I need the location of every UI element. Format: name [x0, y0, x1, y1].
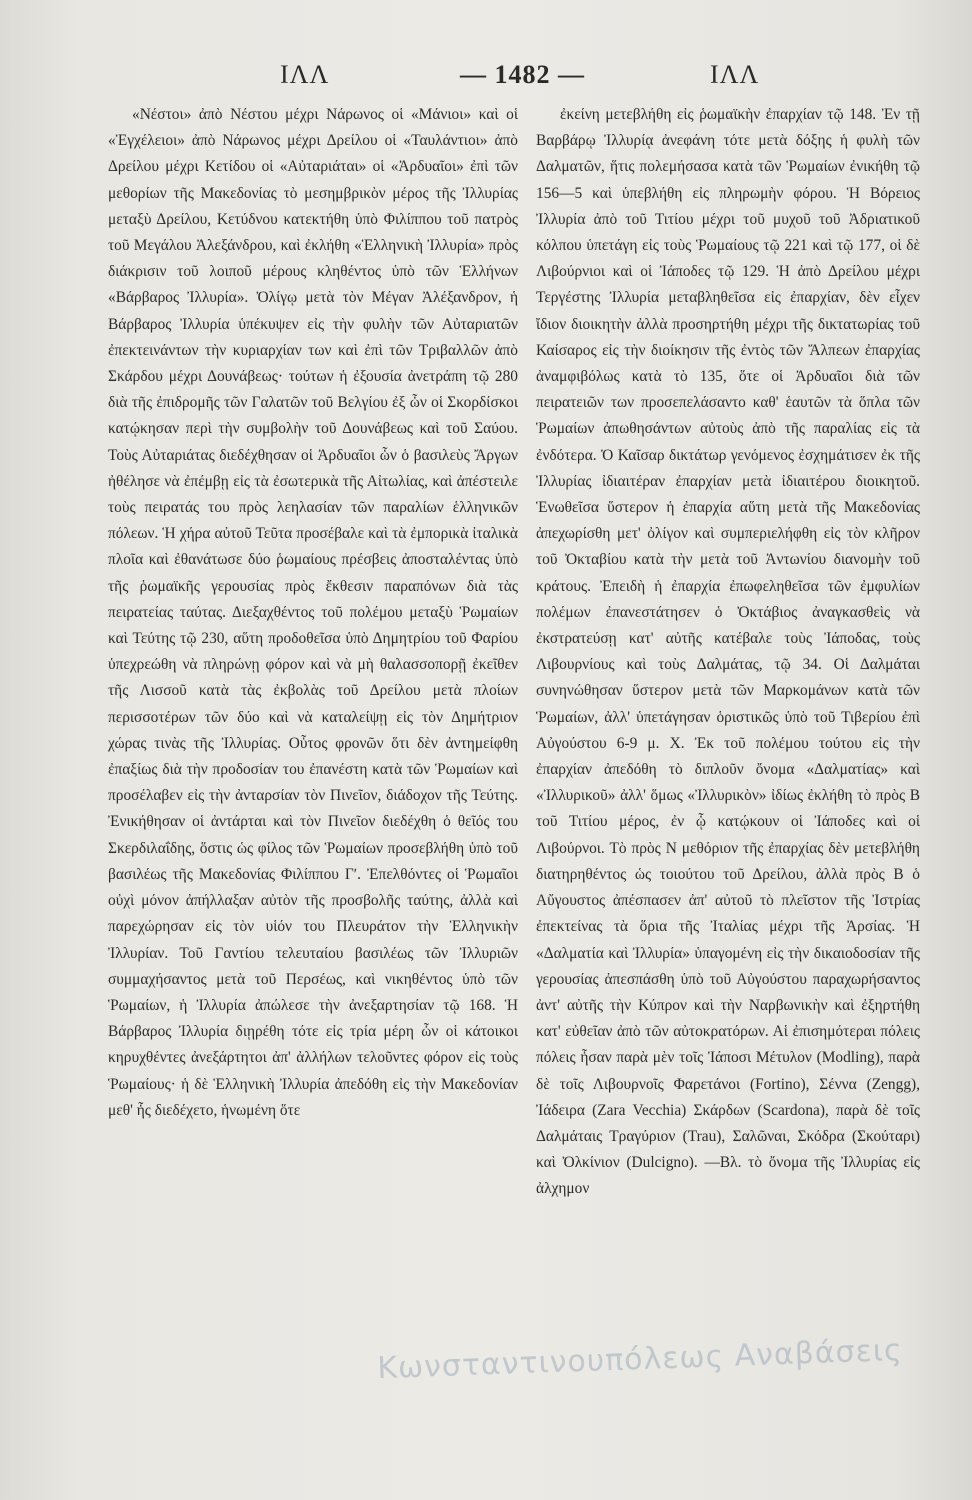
text-column-left [108, 102, 518, 1124]
running-head-left: ΙΛΛ [280, 60, 330, 89]
library-watermark: Κωνσταντινουπόλεως Αναβάσεις [376, 1332, 904, 1387]
right-column-text: ἐκείνη μετεβλήθη εἰς ῥωμαϊκὴν ἐπαρχίαν τῷ 148. Ἐν τῇ Βαρβάρῳ Ἰλλυρίᾳ ἀνεφάνη τότε μετὰ δόξης ἡ φυλὴ τῶν Δαλματῶν, ἥτις πολεμήσασα κατὰ τῶν Ῥωμαίων ἐνικήθη τῷ 156—5 καὶ ὑπεβλήθη εἰς πληρωμὴν φόρου. Ἡ Βόρειος Ἰλλυρία ἀπὸ τοῦ Τιτίου μέχρι τοῦ μυχοῦ τοῦ Ἀδριατικοῦ κόλπου ὑπετάγη εἰς τοὺς Ῥωμαίους τῷ 221 καὶ τῷ 177, οἱ δὲ Λιβούρνιοι καὶ οἱ Ἰάποδες τῷ 129. Ἡ ἀπὸ Δρείλου μέχρι Τεργέστης Ἰλλυρία μεταβληθεῖσα εἰς ἐπαρχίαν, δὲν εἶχεν ἴδιον διοικητὴν ἀλλὰ προσηρτήθη μέχρι τῆς δικτατωρίας τοῦ Καίσαρος εἰς τὴν διοίκησιν τῆς ἐντὸς τῶν Ἄλπεων ἐπαρχίας ἀναμφιβόλως κατὰ τὸ 135, ὅτε οἱ Ἀρδυαῖοι διὰ τῶν πειρατειῶν των προσεπελάσαντο καθ' ἑαυτῶν τὰ ὅπλα τῶν Ῥωμαίων ἀπωθησάντων αὐτοὺς ἀπὸ τῆς παραλίας εἰς τὰ ἐνδότερα. Ὁ Καῖσαρ δικτάτωρ γενόμενος ἐσχημάτισεν ἐκ τῆς Ἰλλυρίας ἰδιαιτέραν ἐπαρχίαν μετὰ ἰδιαιτέρου διοικητοῦ. Ἑνωθεῖσα ὕστερον ἡ ἐπαρχία αὕτη μετὰ τῆς Μακεδονίας ἀπεχωρίσθη μετ' ὀλίγον καὶ συμπεριελήφθη εἰς τὸν κλῆρον τοῦ Ὀκταβίου κατὰ τὴν μετὰ τοῦ Ἀντωνίου διανομὴν τοῦ κράτους. Ἐπειδὴ ἡ ἐπαρχία ἐπωφεληθεῖσα τῶν ἐμφυλίων πολέμων ἐπανεστάτησεν ὁ Ὀκτάβιος ἀναγκασθεὶς νὰ ἐκστρατεύσῃ κατ' αὐτῆς κατέβαλε τοὺς Ἰάποδας, τοὺς Λιβουρνίους καὶ τοὺς Δαλμάτας, τῷ 34. Οἱ Δαλμάται συνηνώθησαν ὕστερον μετὰ τῶν Μαρκομάνων κατὰ τῶν Ῥωμαίων, ἀλλ' ὑπετάγησαν ὁριστικῶς ὑπὸ τοῦ Τιβερίου ἐπὶ Αὐγούστου 6-9 μ. Χ. Ἐκ τοῦ πολέμου τούτου εἰς τὴν ἐπαρχίαν ἀπεδόθη τὸ διπλοῦν ὄνομα «Δαλματίας» καὶ «Ἰλλυρικοῦ» ἀλλ' ὅμως «Ἰλλυρικὸν» ἰδίως ἐκλήθη τὸ πρὸς Β τοῦ Τιτίου μέρος, ἐν ᾧ κατῴκουν οἱ Ἰάποδες καὶ οἱ Λιβούρνοι. Τὸ πρὸς Ν μεθόριον τῆς ἐπαρχίας δὲν μετεβλήθη διατηρηθέντος ὡς τοιούτου τοῦ Δρείλου, ἀλλὰ πρὸς Β ὁ Αὔγουστος ἀπέσπασεν ἀπ' αὐτοῦ τὸ πλεῖστον τῆς Ἰστρίας ἐπεκτείνας τὰ ὅρια τῆς Ἰταλίας μέχρι τῆς Ἀρσίας. Ἡ «Δαλματία καὶ Ἰλλυρία» ὑπαγομένη εἰς τὴν δικαιοδοσίαν τῆς γερουσίας ἀπεσπάσθη ὑπὸ τοῦ Αὐγούστου παραχωρήσαντος ἀντ' αὐτῆς τὴν Κύπρον καὶ τὴν Ναρβωνικὴν καὶ ἐξηρτήθη κατ' εὐθεῖαν ἀπὸ τῶν αὐτοκρατόρων. Αἱ ἐπισημότεραι πόλεις πόλεις ἦσαν παρὰ μὲν τοῖς Ἰάποσι Μέτυλον (Modling), παρὰ δὲ τοῖς Λιβουρνοῖς Φαρετάνοι (Fortino), Σέννα (Zengg), Ἰάδειρα (Zara Vecchia) Σκάρδων (Scardona), παρὰ δὲ τοῖς Δαλμάταις Τραγύριον (Trau), Σαλῶναι, Σκόδρα (Σκούταρι) καὶ Ὀλκίνιον (Dulcigno). —Βλ. τὸ ὄνομα τῆς Ἰλλυρίας εἰς ἀλχημον [536, 106, 920, 1198]
text-column-right [536, 102, 920, 1203]
page-number: — 1482 — [460, 60, 585, 89]
running-head-right: ΙΛΛ [710, 60, 760, 89]
page-header [120, 60, 920, 100]
left-column-text: «Νέστοι» ἀπὸ Νέστου μέχρι Νάρωνος οἱ «Μάνιοι» καὶ οἱ «Ἐγχέλειοι» ἀπὸ Νάρωνος μέχρι Δρείλου οἱ «Ταυλάντιοι» ἀπὸ Δρείλου μέχρι Κετίδου οἱ «Αὐταριάται» οἱ «Ἀρδυαῖοι» ἐπὶ τῶν μεθορίων τῆς Μακεδονίας τὸ μεσημβρικὸν μέρος τῆς Ἰλλυρίας μεταξὺ Δρείλου, Κετύδνου κατεκτήθη ὑπὸ Φιλίππου τοῦ πατρὸς τοῦ Μεγάλου Ἀλεξάνδρου, καὶ ἐκλήθη «Ἑλληνικὴ Ἰλλυρία» πρὸς διάκρισιν τοῦ λοιποῦ μέρους κληθέντος ὑπὸ τῶν Ἑλλήνων «Βάρβαρος Ἰλλυρία». Ὀλίγῳ μετὰ τὸν Μέγαν Ἀλέξανδρον, ἡ Βάρβαρος Ἰλλυρία ὑπέκυψεν εἰς τὴν φυλὴν τῶν Αὐταριατῶν ἐπεκτεινάντων τὴν κυριαρχίαν των καὶ ἐπὶ τῶν Τριβαλλῶν ἀπὸ Σκάρδου μέχρι Δουνάβεως· τούτων ἡ ἐξουσία ἀνετράπη τῷ 280 διὰ τῆς ἐπιδρομῆς τῶν Γαλατῶν τοῦ Βελγίου ἐξ ὧν οἱ Σκορδίσκοι κατῴκησαν περὶ τὴν συμβολὴν τοῦ Δουνάβεως καὶ τοῦ Σαύου. Τοὺς Αὐταριάτας διεδέχθησαν οἱ Ἀρδυαῖοι ὧν ὁ βασιλεὺς Ἄργων ἠθέλησε νὰ ἐπέμβῃ εἰς τὰ ἐσωτερικὰ τῆς Αἰτωλίας, καὶ ἀπέστειλε τοὺς πειρατάς του πρὸς λεηλασίαν τῶν παραλίων ἑλληνικῶν πόλεων. Ἡ χήρα αὐτοῦ Τεῦτα προσέβαλε καὶ τὰ ἐμπορικὰ ἰταλικὰ πλοῖα καὶ ἐθανάτωσε δύο ῥωμαίους πρέσβεις ἀποσταλέντας ὑπὸ τῆς ῥωμαϊκῆς γερουσίας πρὸς ἔκθεσιν παραπόνων διὰ τὰς πειρατείας ταύτας. Διεξαχθέντος τοῦ πολέμου μεταξὺ Ῥωμαίων καὶ Τεύτης τῷ 230, αὕτη προδοθεῖσα ὑπὸ Δημητρίου τοῦ Φαρίου ὑπεχρεώθη νὰ πληρώνῃ φόρον καὶ νὰ μὴ θαλασσοπορῇ ἐκεῖθεν τῆς Λισσοῦ κατὰ τὰς ἐκβολὰς τοῦ Δρείλου μετὰ πλοίων περισσοτέρων τῶν δύο καὶ νὰ καταλείψῃ εἰς τὸν Δημήτριον χώρας τινὰς τῆς Ἰλλυρίας. Οὗτος φρονῶν ὅτι δὲν ἀντημείφθη ἐπαξίως διὰ τὴν προδοσίαν του ἐπανέστη κατὰ τῶν Ῥωμαίων καὶ προσέλαβεν εἰς τὴν ἀνταρσίαν τὸν Πινεῖον, διάδοχον τῆς Τεύτης. Ἐνικήθησαν οἱ ἀντάρται καὶ τὸν Πινεῖον διεδέχθη ὁ θεῖός του Σκερδιλαΐδης, ὅστις ὡς φίλος τῶν Ῥωμαίων προσεβλήθη ὑπὸ τοῦ βασιλέως τῆς Μακεδονίας Φιλίππου Γʹ. Ἐπελθόντες οἱ Ῥωμαῖοι οὐχὶ μόνον ἀπήλλαξαν αὐτὸν τῆς προσβολῆς ταύτης, ἀλλὰ καὶ παρεχώρησαν εἰς τὸν υἱόν του Πλευράτον τὴν Ἑλληνικὴν Ἰλλυρίαν. Τοῦ Γαντίου τελευταίου βασιλέως τῶν Ἰλλυριῶν συμμαχήσαντος μετὰ τοῦ Περσέως, καὶ νικηθέντος ὑπὸ τῶν Ῥωμαίων, ἡ Ἰλλυρία ἀπώλεσε τὴν ἀνεξαρτησίαν τῷ 168. Ἡ Βάρβαρος Ἰλλυρία διῃρέθη τότε εἰς τρία μέρη ὧν οἱ κάτοικοι κηρυχθέντες ἀνεξάρτητοι ἀπ' ἀλλήλων τελοῦντες φόρον εἰς τοὺς Ῥωμαίους· ἡ δὲ Ἑλληνικὴ Ἰλλυρία ἀπεδόθη εἰς τὴν Μακεδονίαν μεθ' ἧς διεδέχετο, ἡνωμένη ὅτε [108, 106, 518, 1119]
